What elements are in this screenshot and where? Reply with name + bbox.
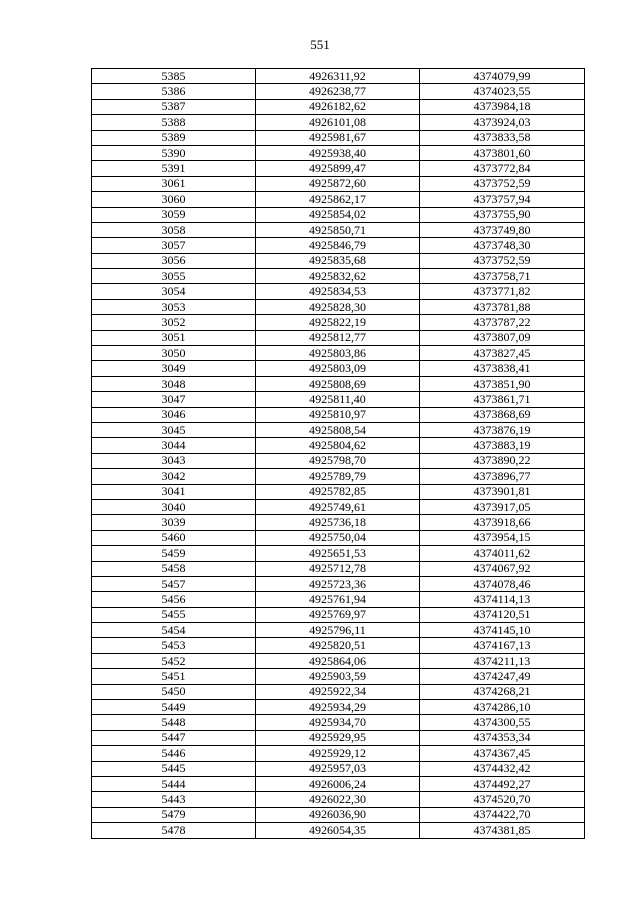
point-number-cell: 5390 — [92, 145, 256, 160]
x-coordinate-cell: 4926022,30 — [256, 792, 420, 807]
y-coordinate-cell: 4374268,21 — [420, 684, 585, 699]
y-coordinate-cell: 4373954,15 — [420, 530, 585, 545]
x-coordinate-cell: 4925981,67 — [256, 130, 420, 145]
table-row — [92, 330, 585, 345]
x-coordinate-cell: 4925922,34 — [256, 684, 420, 699]
point-number-cell: 3060 — [92, 192, 256, 207]
y-coordinate-cell: 4374023,55 — [420, 84, 585, 99]
table-row — [92, 176, 585, 191]
table-row — [92, 145, 585, 160]
y-coordinate-cell: 4373752,59 — [420, 176, 585, 191]
x-coordinate-cell: 4925929,12 — [256, 746, 420, 761]
x-coordinate-cell: 4925834,53 — [256, 284, 420, 299]
y-coordinate-cell: 4373781,88 — [420, 299, 585, 314]
y-coordinate-cell: 4373890,22 — [420, 453, 585, 468]
y-coordinate-cell: 4374286,10 — [420, 700, 585, 715]
x-coordinate-cell: 4925820,51 — [256, 638, 420, 653]
point-number-cell: 5459 — [92, 546, 256, 561]
point-number-cell: 5449 — [92, 700, 256, 715]
y-coordinate-cell: 4373807,09 — [420, 330, 585, 345]
table-row — [92, 376, 585, 391]
y-coordinate-cell: 4374422,70 — [420, 807, 585, 822]
y-coordinate-cell: 4373787,22 — [420, 315, 585, 330]
y-coordinate-cell: 4374120,51 — [420, 607, 585, 622]
point-number-cell: 5457 — [92, 576, 256, 591]
x-coordinate-cell: 4925723,36 — [256, 576, 420, 591]
y-coordinate-cell: 4374247,49 — [420, 669, 585, 684]
point-number-cell: 3045 — [92, 422, 256, 437]
table-row — [92, 346, 585, 361]
x-coordinate-cell: 4925798,70 — [256, 453, 420, 468]
point-number-cell: 3041 — [92, 484, 256, 499]
y-coordinate-cell: 4374067,92 — [420, 561, 585, 576]
x-coordinate-cell: 4925712,78 — [256, 561, 420, 576]
table-row — [92, 469, 585, 484]
table-row — [92, 653, 585, 668]
x-coordinate-cell: 4925769,97 — [256, 607, 420, 622]
y-coordinate-cell: 4373896,77 — [420, 469, 585, 484]
y-coordinate-cell: 4373918,66 — [420, 515, 585, 530]
x-coordinate-cell: 4925938,40 — [256, 145, 420, 160]
point-number-cell: 3056 — [92, 253, 256, 268]
table-row — [92, 546, 585, 561]
table-row — [92, 361, 585, 376]
point-number-cell: 5460 — [92, 530, 256, 545]
x-coordinate-cell: 4925957,03 — [256, 761, 420, 776]
y-coordinate-cell: 4373752,59 — [420, 253, 585, 268]
x-coordinate-cell: 4926036,90 — [256, 807, 420, 822]
x-coordinate-cell: 4925810,97 — [256, 407, 420, 422]
x-coordinate-cell: 4925828,30 — [256, 299, 420, 314]
table-row — [92, 453, 585, 468]
point-number-cell: 3046 — [92, 407, 256, 422]
point-number-cell: 5387 — [92, 99, 256, 114]
y-coordinate-cell: 4374114,13 — [420, 592, 585, 607]
table-row — [92, 484, 585, 499]
point-number-cell: 3053 — [92, 299, 256, 314]
y-coordinate-cell: 4373833,58 — [420, 130, 585, 145]
y-coordinate-cell: 4373801,60 — [420, 145, 585, 160]
x-coordinate-cell: 4925835,68 — [256, 253, 420, 268]
point-number-cell: 3051 — [92, 330, 256, 345]
x-coordinate-cell: 4925903,59 — [256, 669, 420, 684]
x-coordinate-cell: 4925811,40 — [256, 392, 420, 407]
x-coordinate-cell: 4925803,09 — [256, 361, 420, 376]
table-row — [92, 299, 585, 314]
table-row — [92, 776, 585, 791]
table-row — [92, 576, 585, 591]
point-number-cell: 3055 — [92, 269, 256, 284]
x-coordinate-cell: 4926311,92 — [256, 69, 420, 84]
coordinates-table-body — [92, 69, 585, 839]
point-number-cell: 5385 — [92, 69, 256, 84]
table-row — [92, 192, 585, 207]
table-row — [92, 69, 585, 84]
y-coordinate-cell: 4374167,13 — [420, 638, 585, 653]
page-number: 551 — [310, 37, 330, 52]
point-number-cell: 5479 — [92, 807, 256, 822]
table-row — [92, 84, 585, 99]
point-number-cell: 3047 — [92, 392, 256, 407]
y-coordinate-cell: 4373755,90 — [420, 207, 585, 222]
x-coordinate-cell: 4925862,17 — [256, 192, 420, 207]
point-number-cell: 3058 — [92, 222, 256, 237]
table-row — [92, 392, 585, 407]
point-number-cell: 3052 — [92, 315, 256, 330]
table-row — [92, 99, 585, 114]
table-row — [92, 730, 585, 745]
x-coordinate-cell: 4926238,77 — [256, 84, 420, 99]
point-number-cell: 5446 — [92, 746, 256, 761]
x-coordinate-cell: 4925934,29 — [256, 700, 420, 715]
point-number-cell: 5455 — [92, 607, 256, 622]
point-number-cell: 5391 — [92, 161, 256, 176]
point-number-cell: 3054 — [92, 284, 256, 299]
x-coordinate-cell: 4925872,60 — [256, 176, 420, 191]
x-coordinate-cell: 4926006,24 — [256, 776, 420, 791]
point-number-cell: 5386 — [92, 84, 256, 99]
x-coordinate-cell: 4925789,79 — [256, 469, 420, 484]
x-coordinate-cell: 4926182,62 — [256, 99, 420, 114]
x-coordinate-cell: 4925864,06 — [256, 653, 420, 668]
y-coordinate-cell: 4374011,62 — [420, 546, 585, 561]
point-number-cell: 5448 — [92, 715, 256, 730]
x-coordinate-cell: 4926054,35 — [256, 823, 420, 838]
y-coordinate-cell: 4374300,55 — [420, 715, 585, 730]
table-row — [92, 269, 585, 284]
table-row — [92, 438, 585, 453]
point-number-cell: 5389 — [92, 130, 256, 145]
table-row — [92, 115, 585, 130]
table-row — [92, 284, 585, 299]
y-coordinate-cell: 4373851,90 — [420, 376, 585, 391]
y-coordinate-cell: 4374492,27 — [420, 776, 585, 791]
point-number-cell: 3050 — [92, 346, 256, 361]
x-coordinate-cell: 4925934,70 — [256, 715, 420, 730]
table-row — [92, 715, 585, 730]
x-coordinate-cell: 4925796,11 — [256, 623, 420, 638]
point-number-cell: 5451 — [92, 669, 256, 684]
table-row — [92, 592, 585, 607]
y-coordinate-cell: 4373868,69 — [420, 407, 585, 422]
y-coordinate-cell: 4374078,46 — [420, 576, 585, 591]
y-coordinate-cell: 4374432,42 — [420, 761, 585, 776]
x-coordinate-cell: 4925761,94 — [256, 592, 420, 607]
y-coordinate-cell: 4374145,10 — [420, 623, 585, 638]
y-coordinate-cell: 4374211,13 — [420, 653, 585, 668]
point-number-cell: 3040 — [92, 499, 256, 514]
y-coordinate-cell: 4373771,82 — [420, 284, 585, 299]
coordinates-table — [91, 68, 585, 839]
y-coordinate-cell: 4373876,19 — [420, 422, 585, 437]
x-coordinate-cell: 4926101,08 — [256, 115, 420, 130]
y-coordinate-cell: 4374367,45 — [420, 746, 585, 761]
table-row — [92, 222, 585, 237]
point-number-cell: 5478 — [92, 823, 256, 838]
point-number-cell: 3057 — [92, 238, 256, 253]
x-coordinate-cell: 4925812,77 — [256, 330, 420, 345]
table-row — [92, 607, 585, 622]
point-number-cell: 3048 — [92, 376, 256, 391]
y-coordinate-cell: 4373772,84 — [420, 161, 585, 176]
table-row — [92, 746, 585, 761]
table-row — [92, 407, 585, 422]
table-row — [92, 315, 585, 330]
x-coordinate-cell: 4925803,86 — [256, 346, 420, 361]
point-number-cell: 5447 — [92, 730, 256, 745]
table-row — [92, 422, 585, 437]
x-coordinate-cell: 4925808,54 — [256, 422, 420, 437]
x-coordinate-cell: 4925804,62 — [256, 438, 420, 453]
point-number-cell: 3043 — [92, 453, 256, 468]
table-row — [92, 561, 585, 576]
point-number-cell: 5444 — [92, 776, 256, 791]
y-coordinate-cell: 4374381,85 — [420, 823, 585, 838]
table-row — [92, 530, 585, 545]
point-number-cell: 5443 — [92, 792, 256, 807]
table-row — [92, 161, 585, 176]
y-coordinate-cell: 4373883,19 — [420, 438, 585, 453]
point-number-cell: 5388 — [92, 115, 256, 130]
point-number-cell: 5453 — [92, 638, 256, 653]
table-row — [92, 130, 585, 145]
x-coordinate-cell: 4925854,02 — [256, 207, 420, 222]
x-coordinate-cell: 4925750,04 — [256, 530, 420, 545]
point-number-cell: 5452 — [92, 653, 256, 668]
table-row — [92, 515, 585, 530]
y-coordinate-cell: 4373861,71 — [420, 392, 585, 407]
point-number-cell: 3061 — [92, 176, 256, 191]
table-row — [92, 700, 585, 715]
y-coordinate-cell: 4374079,99 — [420, 69, 585, 84]
point-number-cell: 3059 — [92, 207, 256, 222]
x-coordinate-cell: 4925929,95 — [256, 730, 420, 745]
table-row — [92, 238, 585, 253]
y-coordinate-cell: 4373748,30 — [420, 238, 585, 253]
table-row — [92, 638, 585, 653]
x-coordinate-cell: 4925782,85 — [256, 484, 420, 499]
table-row — [92, 792, 585, 807]
table-row — [92, 669, 585, 684]
y-coordinate-cell: 4373924,03 — [420, 115, 585, 130]
x-coordinate-cell: 4925736,18 — [256, 515, 420, 530]
x-coordinate-cell: 4925846,79 — [256, 238, 420, 253]
y-coordinate-cell: 4373901,81 — [420, 484, 585, 499]
y-coordinate-cell: 4374520,70 — [420, 792, 585, 807]
y-coordinate-cell: 4373758,71 — [420, 269, 585, 284]
point-number-cell: 3042 — [92, 469, 256, 484]
point-number-cell: 5450 — [92, 684, 256, 699]
y-coordinate-cell: 4373838,41 — [420, 361, 585, 376]
point-number-cell: 3049 — [92, 361, 256, 376]
x-coordinate-cell: 4925899,47 — [256, 161, 420, 176]
y-coordinate-cell: 4373749,80 — [420, 222, 585, 237]
table-row — [92, 807, 585, 822]
x-coordinate-cell: 4925749,61 — [256, 499, 420, 514]
table-row — [92, 499, 585, 514]
table-row — [92, 207, 585, 222]
y-coordinate-cell: 4373827,45 — [420, 346, 585, 361]
point-number-cell: 5445 — [92, 761, 256, 776]
point-number-cell: 5454 — [92, 623, 256, 638]
x-coordinate-cell: 4925808,69 — [256, 376, 420, 391]
y-coordinate-cell: 4373984,18 — [420, 99, 585, 114]
table-row — [92, 684, 585, 699]
y-coordinate-cell: 4374353,34 — [420, 730, 585, 745]
point-number-cell: 3039 — [92, 515, 256, 530]
point-number-cell: 3044 — [92, 438, 256, 453]
x-coordinate-cell: 4925822,19 — [256, 315, 420, 330]
y-coordinate-cell: 4373917,05 — [420, 499, 585, 514]
table-row — [92, 623, 585, 638]
point-number-cell: 5456 — [92, 592, 256, 607]
y-coordinate-cell: 4373757,94 — [420, 192, 585, 207]
x-coordinate-cell: 4925850,71 — [256, 222, 420, 237]
table-row — [92, 823, 585, 838]
table-row — [92, 761, 585, 776]
point-number-cell: 5458 — [92, 561, 256, 576]
x-coordinate-cell: 4925651,53 — [256, 546, 420, 561]
x-coordinate-cell: 4925832,62 — [256, 269, 420, 284]
table-row — [92, 253, 585, 268]
